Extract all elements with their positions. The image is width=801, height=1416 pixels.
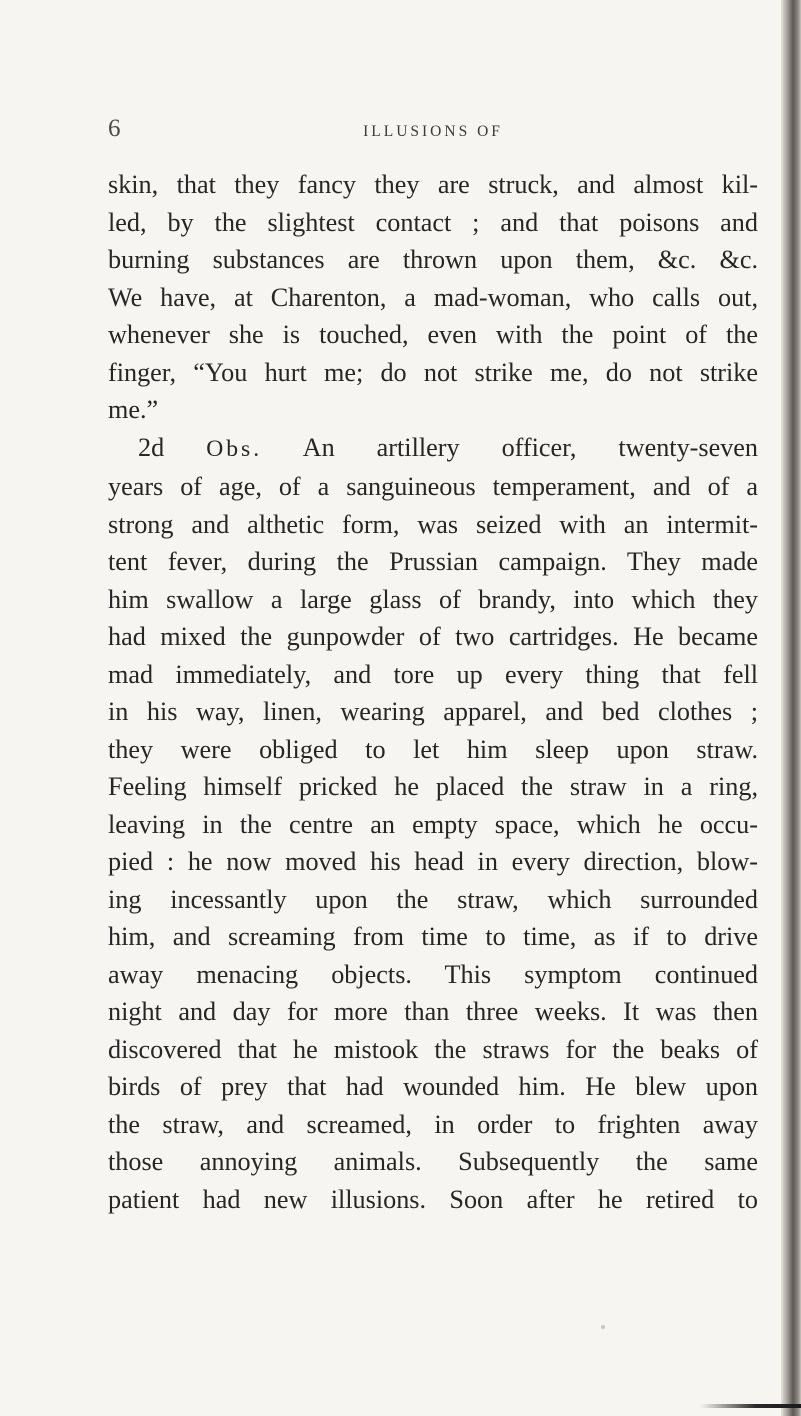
- ink-stroke: [700, 1404, 801, 1408]
- observation-number: 2d: [138, 432, 165, 462]
- text-line: ing incessantly upon the straw, which surrounded: [108, 884, 758, 914]
- text-line: led, by the slightest contact ; and that poisons and: [108, 207, 758, 237]
- text-line: him swallow a large glass of brandy, into which they: [108, 584, 758, 614]
- text-line: tent fever, during the Prussian campaign. They made: [108, 547, 758, 576]
- running-head: ILLUSIONS OF: [363, 123, 503, 140]
- text-line: whenever she is touched, even with the point of the: [108, 320, 758, 349]
- page-edge-shadow: [781, 0, 801, 1416]
- observation-label: Obs.: [206, 435, 263, 462]
- text-line: strong and althetic form, was seized with an intermit-: [108, 509, 758, 539]
- page-header: [108, 114, 758, 148]
- text-line: they were obliged to let him sleep upon straw.: [108, 734, 758, 764]
- text-line: those annoying animals. Subsequently the same: [108, 1147, 758, 1176]
- paper-speck: [601, 1325, 605, 1329]
- text-line: away menacing objects. This symptom continued: [108, 959, 758, 989]
- text-line: the straw, and screamed, in order to frighten away: [108, 1109, 758, 1139]
- text-line: leaving in the centre an empty space, which he occu-: [108, 809, 758, 839]
- text-line: mad immediately, and tore up every thing that fell: [108, 659, 758, 689]
- text-line: burning substances are thrown upon them, &c. &c.: [108, 245, 758, 274]
- text-line: me.”: [108, 395, 159, 424]
- text-line: had mixed the gunpowder of two cartridges. He became: [108, 622, 758, 651]
- text-line: in his way, linen, wearing apparel, and bed clothes ;: [108, 697, 758, 726]
- body-text: [108, 166, 758, 1218]
- text-line: pied : he now moved his head in every direction, blow-: [108, 847, 758, 876]
- text-line: patient had new illusions. Soon after he retired to: [108, 1184, 758, 1214]
- text-line: night and day for more than three weeks. It was then: [108, 997, 758, 1026]
- text-line: discovered that he mistook the straws for the beaks of: [108, 1034, 758, 1064]
- observation-heading-line: [108, 429, 758, 469]
- observation-text: An artillery officer, twenty-seven: [302, 432, 758, 462]
- text-line: Feeling himself pricked he placed the straw in a ring,: [108, 772, 758, 801]
- text-line: him, and screaming from time to time, as if to drive: [108, 922, 758, 951]
- text-line: years of age, of a sanguineous temperament, and of a: [108, 472, 758, 501]
- page-number: 6: [108, 115, 121, 142]
- text-line: skin, that they fancy they are struck, and almost kil-: [108, 170, 758, 199]
- text-line: birds of prey that had wounded him. He blew upon: [108, 1072, 758, 1101]
- text-line: We have, at Charenton, a mad-woman, who calls out,: [108, 282, 758, 312]
- text-line: finger, “You hurt me; do not strike me, do not strike: [108, 357, 758, 387]
